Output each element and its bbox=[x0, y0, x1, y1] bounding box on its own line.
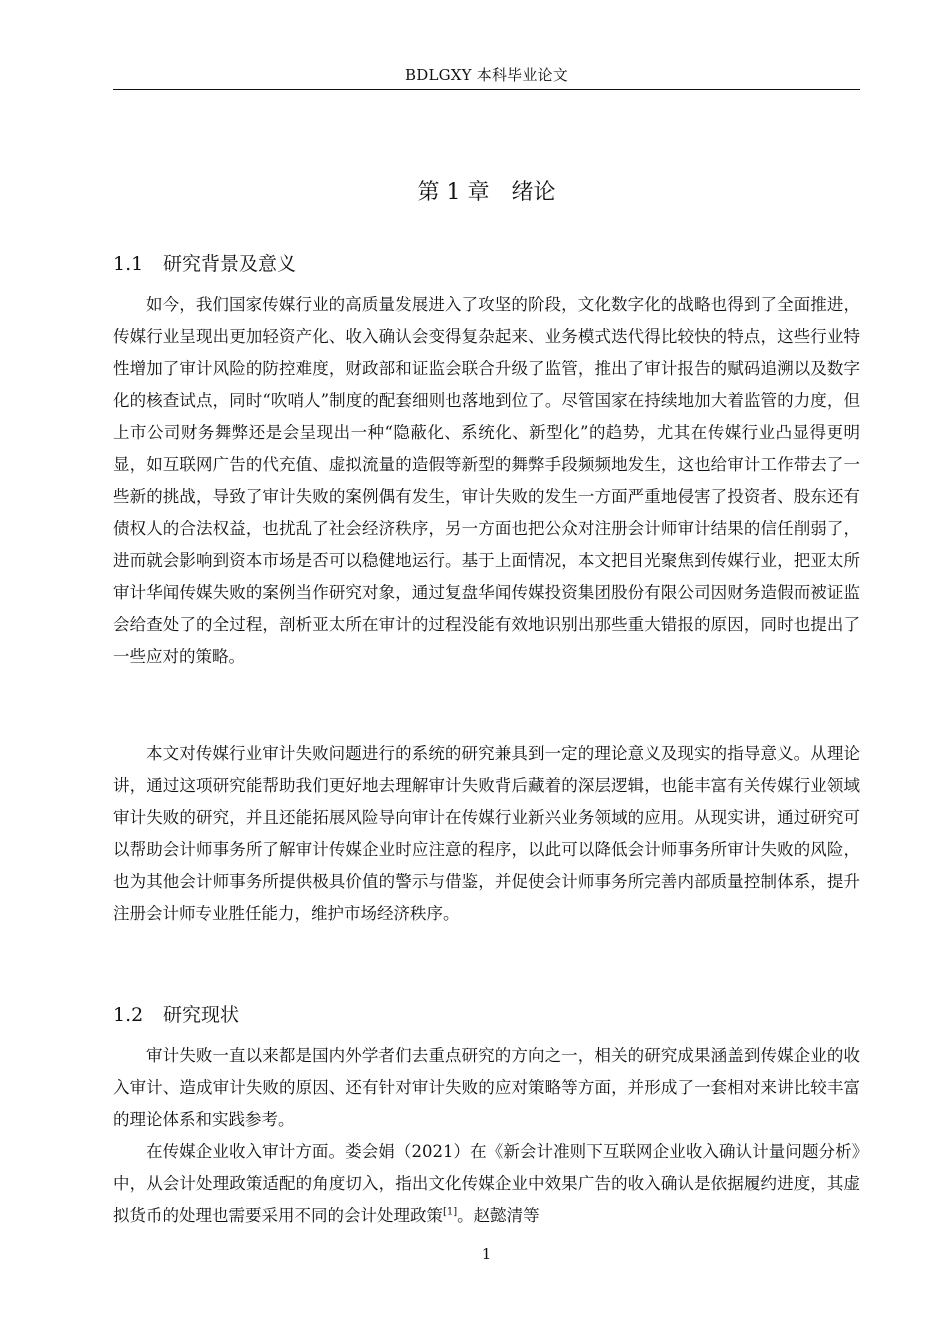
running-header: BDLGXY 本科毕业论文 bbox=[405, 66, 568, 84]
body-paragraph-with-citation bbox=[113, 1136, 860, 1232]
section-title: 研究背景及意义 bbox=[163, 253, 297, 275]
section-heading-1-1 bbox=[113, 249, 860, 279]
section-number: 1.1 bbox=[113, 253, 144, 275]
body-paragraph: 本文对传媒行业审计失败问题进行的系统的研究兼具到一定的理论意义及现实的指导意义。从理论讲，通过这项研究能帮助我们更好地去理解审计失败背后藏着的深层逻辑，也能丰富有关传媒行业领域审计失败的研究，并且还能拓展风险导向审计在传媒行业新兴业务领域的应用。从现实讲，通过研究可以帮助会计师事务所了解审计传媒企业时应注意的程序，以此可以降低会计师事务所审计失败的风险，也为其他会计师事务所提供极具价值的警示与借鉴，并促使会计师事务所完善内部质量控制体系，提升注册会计师专业胜任能力，维护市场经济秩序。 bbox=[113, 744, 860, 923]
body-paragraph: 如今，我们国家传媒行业的高质量发展进入了攻坚的阶段，文化数字化的战略也得到了全面推进，传媒行业呈现出更加轻资产化、收入确认会变得复杂起来、业务模式迭代得比较快的特点，这些行业特性增加了审计风险的防控难度，财政部和证监会联合升级了监管，推出了审计报告的赋码追溯以及数字化的核查试点，同时“吹哨人”制度的配套细则也落地到位了。尽管国家在持续地加大着监管的力度，但上市公司财务舞弊还是会呈现出一种“隐蔽化、系统化、新型化”的趋势，尤其在传媒行业凸显得更明显，如互联网广告的代充值、虚拟流量的造假等新型的舞弊手段频频地发生，这也给审计工作带去了一些新的挑战，导致了审计失败的案例偶有发生，审计失败的发生一方面严重地侵害了投资者、股东还有债权人的合法权益，也扰乱了社会经济秩序，另一方面也把公众对注册会计师审计结果的信任削弱了，进而就会影响到资本市场是否可以稳健地运行。基于上面情况，本文把目光聚焦到传媒行业，把亚太所审计华闻传媒失败的案例当作研究对象，通过复盘华闻传媒投资集团股份有限公司因财务造假而被证监会给查处了的全过程，剖析亚太所在审计的过程没能有效地识别出那些重大错报的原因，同时也提出了一些应对的策略。 bbox=[113, 295, 860, 666]
chapter-title: 第 1 章 绪论 bbox=[417, 180, 556, 205]
paragraph-text: 。赵懿清等 bbox=[457, 1206, 540, 1225]
section-title: 研究现状 bbox=[163, 1004, 240, 1026]
section-number: 1.2 bbox=[113, 1004, 144, 1026]
citation-marker: [1] bbox=[443, 1206, 458, 1218]
section-heading-1-2 bbox=[113, 1000, 860, 1030]
header-rule bbox=[113, 89, 860, 90]
page-number: 1 bbox=[481, 1245, 492, 1263]
paragraph-text: 在传媒企业收入审计方面。娄会娟（2021）在《新会计准则下互联网企业收入确认计量问题分析》中，从会计处理政策适配的角度切入，指出文化传媒企业中效果广告的收入确认是依据履约进度，其虚拟货币的处理也需要采用不同的会计处理政策 bbox=[113, 1142, 860, 1225]
body-paragraph: 审计失败一直以来都是国内外学者们去重点研究的方向之一，相关的研究成果涵盖到传媒企业的收入审计、造成审计失败的原因、还有针对审计失败的应对策略等方面，并形成了一套相对来讲比较丰富的理论体系和实践参考。 bbox=[113, 1046, 860, 1129]
